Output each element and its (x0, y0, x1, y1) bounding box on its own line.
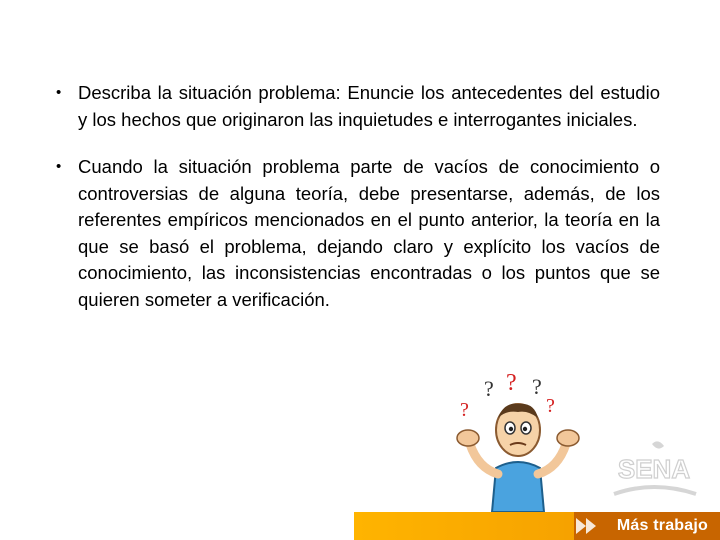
bullet-text-2: Cuando la situación problema parte de vacíos de conocimiento o controversias de alguna teoría, debe presentarse, además, de los referentes empíricos mencionados en el punto anterior, la teoría en la que se basó el problema, dejando claro y explícito los vacíos de conocimiento, las inconsistencias encontradas o los puntos que se quieren someter a verificación. (78, 156, 660, 310)
chevron-right-icon (574, 516, 600, 536)
question-mark-icon: ? (546, 395, 555, 417)
question-mark-icon: ? (506, 372, 517, 396)
bullet-list (56, 80, 660, 313)
sena-logo (606, 440, 702, 502)
question-mark-icon: ? (460, 399, 469, 421)
bullet-dot-icon: • (56, 84, 62, 101)
footer-bar (354, 512, 720, 540)
bullet-dot-icon: • (56, 158, 62, 175)
sena-logo-text: SENA (617, 454, 691, 484)
bullet-item-1 (56, 80, 660, 133)
mas-trabajo-link[interactable]: Más trabajo (616, 517, 708, 534)
bullet-item-2 (56, 154, 660, 313)
question-mark-icon: ? (532, 374, 542, 399)
bullet-text-1: Describa la situación problema: Enuncie los antecedentes del estudio y los hechos que originaron las inquietudes e interrogantes iniciales. (78, 82, 660, 130)
question-mark-icon: ? (484, 376, 494, 401)
confused-person-illustration (448, 372, 588, 512)
